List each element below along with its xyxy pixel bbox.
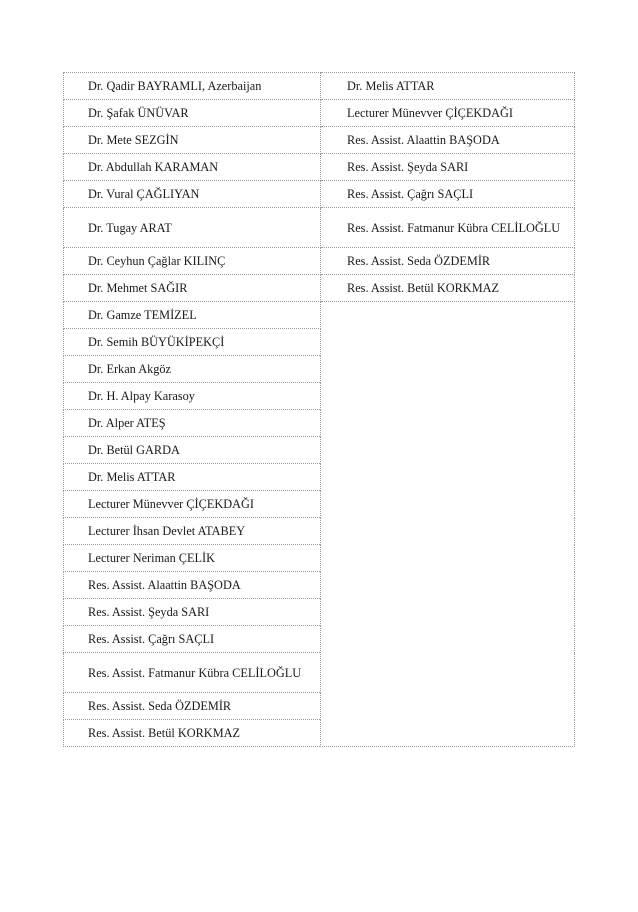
name-cell-right: Lecturer Münevver ÇİÇEKDAĞI [321, 100, 575, 127]
name-cell-left: Res. Assist. Betül KORKMAZ [64, 720, 321, 747]
name-cell-right: Res. Assist. Fatmanur Kübra CELİLOĞLU [321, 208, 575, 248]
empty-merged-cell [321, 302, 575, 747]
name-cell-left: Dr. H. Alpay Karasoy [64, 383, 321, 410]
name-cell-left: Dr. Abdullah KARAMAN [64, 154, 321, 181]
name-cell-left: Dr. Mehmet SAĞIR [64, 275, 321, 302]
name-cell-left: Dr. Alper ATEŞ [64, 410, 321, 437]
name-cell-left: Dr. Melis ATTAR [64, 464, 321, 491]
name-cell-left: Res. Assist. Çağrı SAÇLI [64, 626, 321, 653]
name-cell-left: Lecturer Münevver ÇİÇEKDAĞI [64, 491, 321, 518]
name-cell-left: Res. Assist. Fatmanur Kübra CELİLOĞLU [64, 653, 321, 693]
name-cell-left: Res. Assist. Seda ÖZDEMİR [64, 693, 321, 720]
name-cell-right: Dr. Melis ATTAR [321, 73, 575, 100]
name-cell-left: Res. Assist. Alaattin BAŞODA [64, 572, 321, 599]
name-cell-right: Res. Assist. Alaattin BAŞODA [321, 127, 575, 154]
table-row [64, 127, 575, 154]
table-row [64, 100, 575, 127]
table-row [64, 275, 575, 302]
table-row [64, 73, 575, 100]
name-cell-left: Dr. Gamze TEMİZEL [64, 302, 321, 329]
name-cell-right: Res. Assist. Çağrı SAÇLI [321, 181, 575, 208]
name-cell-left: Dr. Mete SEZGİN [64, 127, 321, 154]
name-cell-right: Res. Assist. Betül KORKMAZ [321, 275, 575, 302]
name-cell-left: Dr. Vural ÇAĞLIYAN [64, 181, 321, 208]
name-cell-left: Dr. Erkan Akgöz [64, 356, 321, 383]
name-cell-left: Dr. Tugay ARAT [64, 208, 321, 248]
table-row [64, 208, 575, 248]
table-row [64, 154, 575, 181]
name-cell-right: Res. Assist. Seda ÖZDEMİR [321, 248, 575, 275]
name-cell-left: Dr. Ceyhun Çağlar KILINÇ [64, 248, 321, 275]
name-cell-left: Lecturer Neriman ÇELİK [64, 545, 321, 572]
table-row [64, 302, 575, 329]
name-cell-left: Lecturer İhsan Devlet ATABEY [64, 518, 321, 545]
name-cell-left: Dr. Betül GARDA [64, 437, 321, 464]
name-cell-right: Res. Assist. Şeyda SARI [321, 154, 575, 181]
name-cell-left: Dr. Şafak ÜNÜVAR [64, 100, 321, 127]
name-cell-left: Dr. Qadir BAYRAMLI, Azerbaijan [64, 73, 321, 100]
name-cell-left: Res. Assist. Şeyda SARI [64, 599, 321, 626]
table-row [64, 248, 575, 275]
name-cell-left: Dr. Semih BÜYÜKİPEKÇİ [64, 329, 321, 356]
names-table [63, 72, 575, 747]
names-table-body [64, 73, 575, 747]
table-row [64, 181, 575, 208]
